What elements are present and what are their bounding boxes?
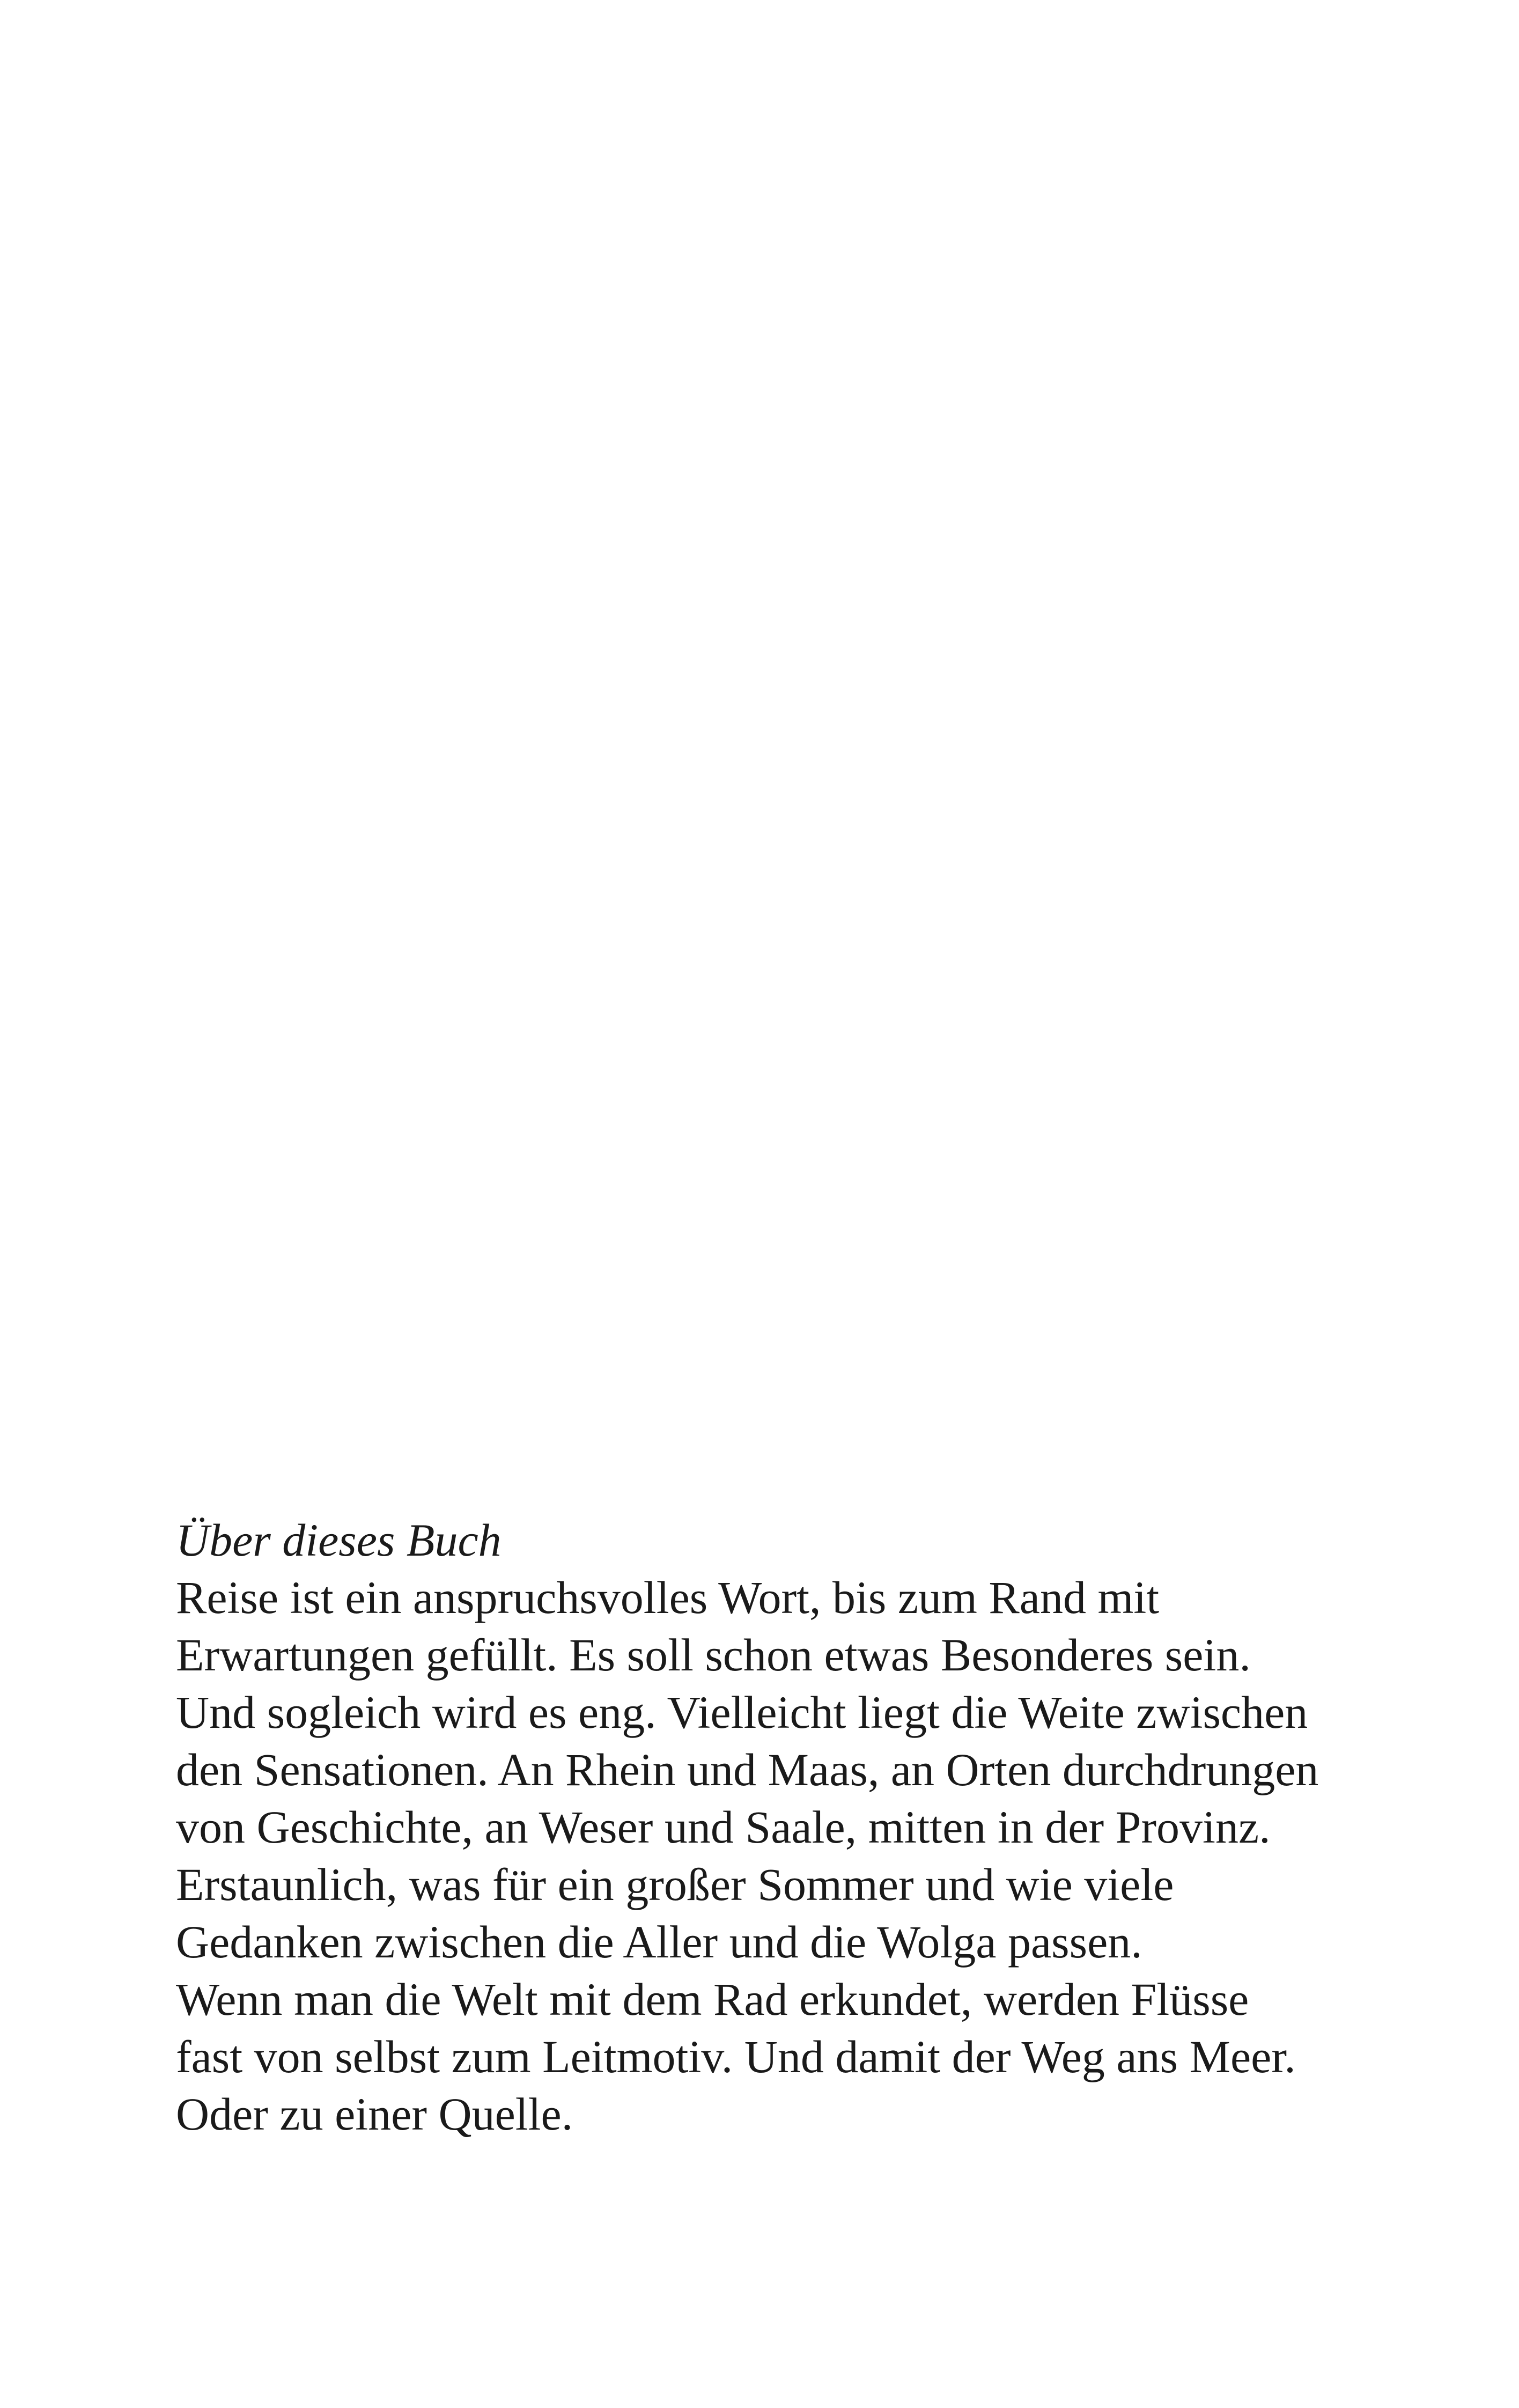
body-line: Reise ist ein anspruchsvolles Wort, bis zum Rand mit [176, 1572, 1160, 1623]
body-line: Gedanken zwischen die Aller und die Wolga passen. [176, 1916, 1142, 1968]
body-line: Und sogleich wird es eng. Vielleicht liegt die Weite zwischen [176, 1687, 1308, 1738]
body-line: fast von selbst zum Leitmotiv. Und damit der Weg ans Meer. [176, 2031, 1296, 2082]
body-line: Erwartungen gefüllt. Es soll schon etwas Besonderes sein. [176, 1629, 1251, 1681]
body-line: den Sensationen. An Rhein und Maas, an Orten durchdrungen [176, 1744, 1319, 1795]
section-title: Über dieses Buch [176, 1514, 502, 1566]
body-line: Erstaunlich, was für ein großer Sommer und wie viele [176, 1859, 1174, 1910]
body-line: Oder zu einer Quelle. [176, 2088, 573, 2140]
about-this-book-section [176, 1512, 1463, 2143]
body-line: Wenn man die Welt mit dem Rad erkundet, werden Flüsse [176, 1973, 1249, 2025]
body-line: von Geschichte, an Weser und Saale, mitten in der Provinz. [176, 1801, 1271, 1853]
